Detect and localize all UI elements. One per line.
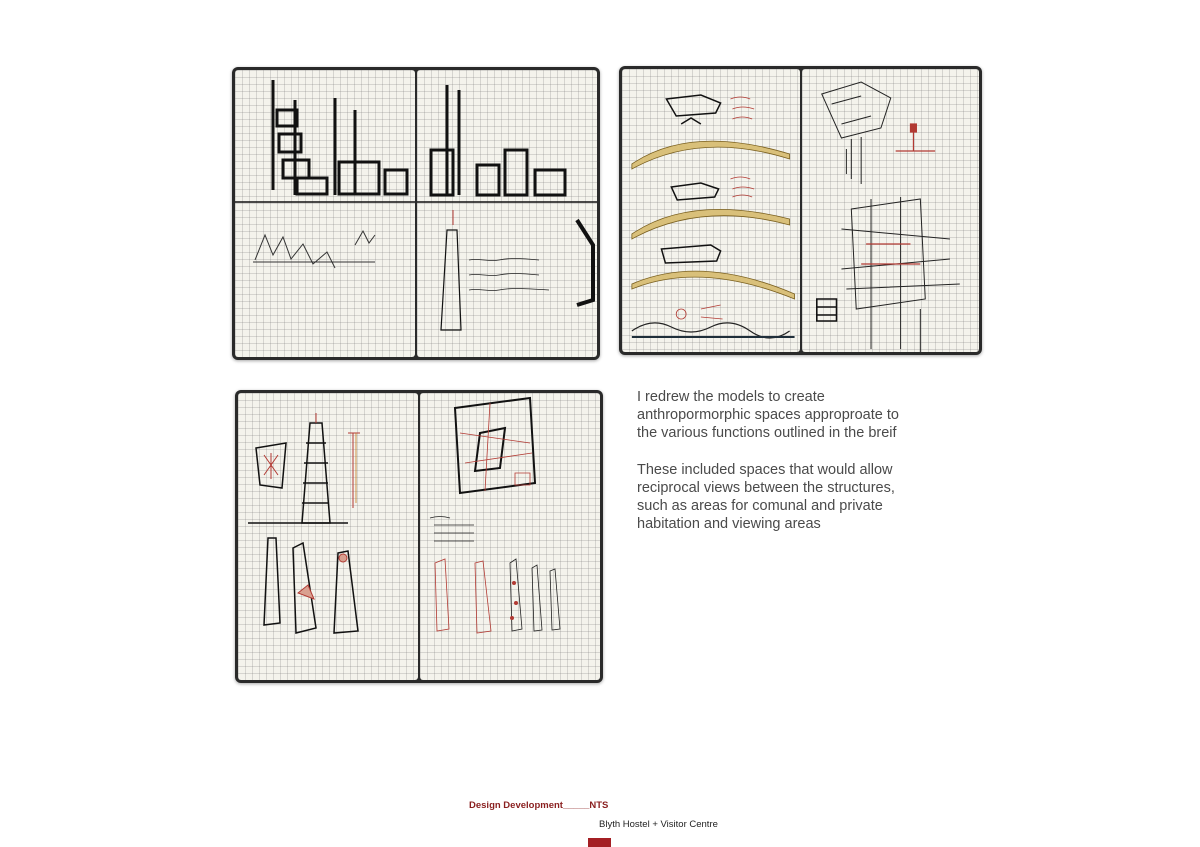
footer-title: Design Development_____NTS [469, 800, 609, 811]
skyline-sketch [235, 70, 415, 357]
sketchbook-skyline [232, 67, 600, 360]
sketchbook-towers [235, 390, 603, 683]
tower-sketch [417, 70, 597, 357]
sketchbook-page [238, 393, 418, 680]
massing-sketch [420, 393, 600, 680]
sketchbook-sections [619, 66, 982, 355]
dune-section-sketch [622, 69, 800, 352]
sketchbook-page [622, 69, 800, 352]
page-tab-marker [588, 838, 611, 847]
plan-and-elevation-sketch [238, 393, 418, 680]
description-paragraph: I redrew the models to create anthropormorphic spaces approproate to the various functions outlined in the breif [637, 389, 899, 442]
perspective-sketch [802, 69, 980, 352]
sketchbook-page [420, 393, 600, 680]
footer-subtitle: Blyth Hostel + Visitor Centre [599, 819, 718, 830]
sketchbook-page [417, 70, 597, 357]
sketchbook-page [235, 70, 415, 357]
description-text [637, 388, 912, 551]
sketchbook-page [802, 69, 980, 352]
description-paragraph: These included spaces that would allow reciprocal views between the structures, such as areas for comunal and private habitation and viewing areas [637, 461, 895, 533]
